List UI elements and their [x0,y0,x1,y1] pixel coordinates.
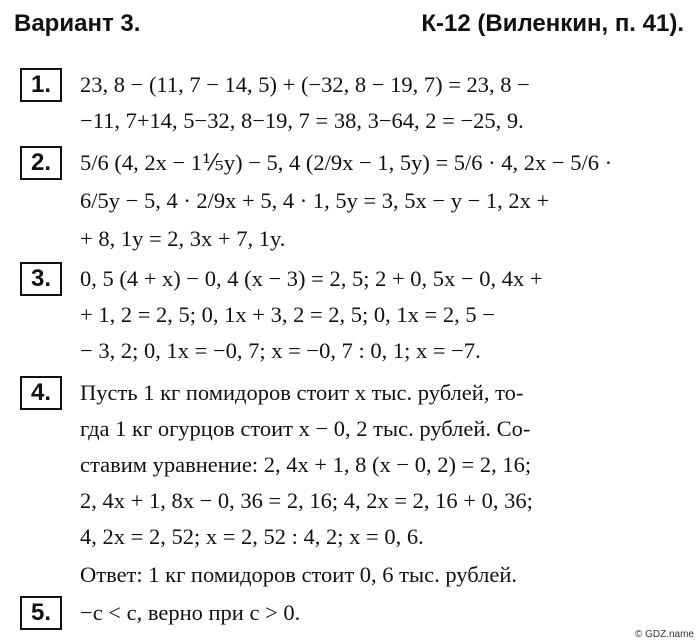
problem-4-line-5: 4, 2x = 2, 52; x = 2, 52 : 4, 2; x = 0, 6. [80,524,424,549]
problem-5-line-1: −c < c, верно при c > 0. [80,600,301,625]
problem-number-2: 2. [20,146,62,180]
problem-number-4: 4. [20,376,62,410]
problem-2-line-2: 6/5y − 5, 4 · 2/9x + 5, 4 · 1, 5y = 3, 5x − y − 1, 2x + [80,188,550,213]
work-title: К-12 (Виленкин, п. 41). [421,10,684,37]
problem-number-1: 1. [20,68,62,102]
variant-title: Вариант 3. [14,10,141,37]
problem-number-3: 3. [20,262,62,296]
site-watermark: © GDZ.name [634,629,694,640]
problem-4-line-4: 2, 4x + 1, 8x − 0, 36 = 2, 16; 4, 2x = 2, 16 + 0, 36; [80,488,533,513]
problem-4-line-1: Пусть 1 кг помидоров стоит x тыс. рублей, то- [80,380,524,405]
problem-1-line-2: −11, 7+14, 5−32, 8−19, 7 = 38, 3−64, 2 = −25, 9. [80,108,524,133]
problem-1-line-1: 23, 8 − (11, 7 − 14, 5) + (−32, 8 − 19, 7) = 23, 8 − [80,72,530,97]
problem-3-line-2: + 1, 2 = 2, 5; 0, 1x + 3, 2 = 2, 5; 0, 1x = 2, 5 − [80,302,495,327]
problem-3-line-3: − 3, 2; 0, 1x = −0, 7; x = −0, 7 : 0, 1; x = −7. [80,338,481,363]
problem-4-line-3: ставим уравнение: 2, 4x + 1, 8 (x − 0, 2) = 2, 16; [80,452,532,477]
problem-2-line-1: 5/6 (4, 2x − 1⅕y) − 5, 4 (2/9x − 1, 5y) = 5/6 · 4, 2x − 5/6 · [80,150,613,175]
problem-number-5: 5. [20,596,62,630]
problem-3-line-1: 0, 5 (4 + x) − 0, 4 (x − 3) = 2, 5; 2 + 0, 5x − 0, 4x + [80,266,543,291]
problem-2-line-3: + 8, 1y = 2, 3x + 7, 1y. [80,226,286,251]
problem-4-answer: Ответ: 1 кг помидоров стоит 0, 6 тыс. рублей. [80,562,518,587]
problem-4-line-2: гда 1 кг огурцов стоит x − 0, 2 тыс. рублей. Со- [80,416,531,441]
